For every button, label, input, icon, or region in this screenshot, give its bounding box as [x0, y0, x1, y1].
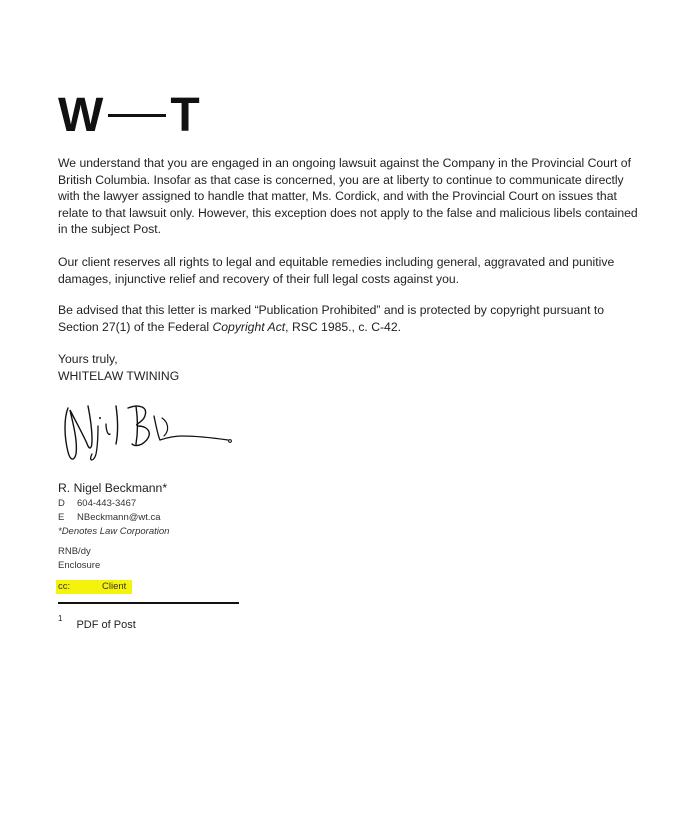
law-corporation-note: *Denotes Law Corporation — [58, 526, 170, 537]
firm-name: WHITELAW TWINING — [58, 368, 180, 383]
footnote — [58, 614, 136, 632]
copyright-text-after: , RSC 1985., c. C-42. — [285, 319, 402, 334]
paragraph-rights: Our client reserves all rights to legal and equitable remedies including general, aggravated and punitive damages, injunctive relief and recovery of their full legal costs against you. — [58, 255, 615, 286]
paragraph-lawsuit: We understand that you are engaged in an ongoing lawsuit against the Company in the Provincial Court of British Columbia. Insofar as that case is concerned, you are at liberty to continue to communicate directly with the lawyer assigned to handle that matter, Ms. Cordick, and with the Provincial Court on issues that relate to that lawsuit only. However, this exception does not apply to the false and malicious libels contained in the subject Post. — [58, 156, 638, 236]
phone-number: 604-443-3467 — [77, 498, 137, 509]
copyright-act-title: Copyright Act — [212, 319, 286, 334]
phone-line — [58, 497, 136, 510]
enclosure-label: Enclosure — [58, 560, 101, 571]
paragraph-copyright — [58, 302, 640, 335]
cc-highlight — [56, 580, 132, 594]
handwritten-signature — [58, 396, 238, 466]
email-key: E — [58, 512, 65, 523]
logo-letter-t: T — [170, 89, 201, 142]
logo-letter-w: W — [58, 89, 105, 142]
signer-name: R. Nigel Beckmann* — [58, 481, 168, 495]
copyright-text-before: Be advised that this letter is marked “Publication Prohibited” and is protected by copyright pursuant to Section 27(1) of the Federal — [58, 303, 605, 334]
footnote-number: 1 — [58, 614, 63, 623]
typist-initials: RNB/dy — [58, 546, 91, 557]
cc-recipient: Client — [102, 581, 127, 592]
footnote-text: PDF of Post — [76, 618, 136, 631]
email-address: NBeckmann@wt.ca — [77, 512, 161, 523]
salutation: Yours truly, — [58, 352, 118, 366]
cc-label: cc: — [58, 581, 71, 592]
logo-dash — [108, 114, 166, 117]
email-line — [58, 511, 161, 524]
footnote-divider — [58, 602, 239, 604]
closing-block — [58, 351, 179, 384]
firm-logo — [58, 88, 201, 144]
phone-key: D — [58, 498, 65, 509]
